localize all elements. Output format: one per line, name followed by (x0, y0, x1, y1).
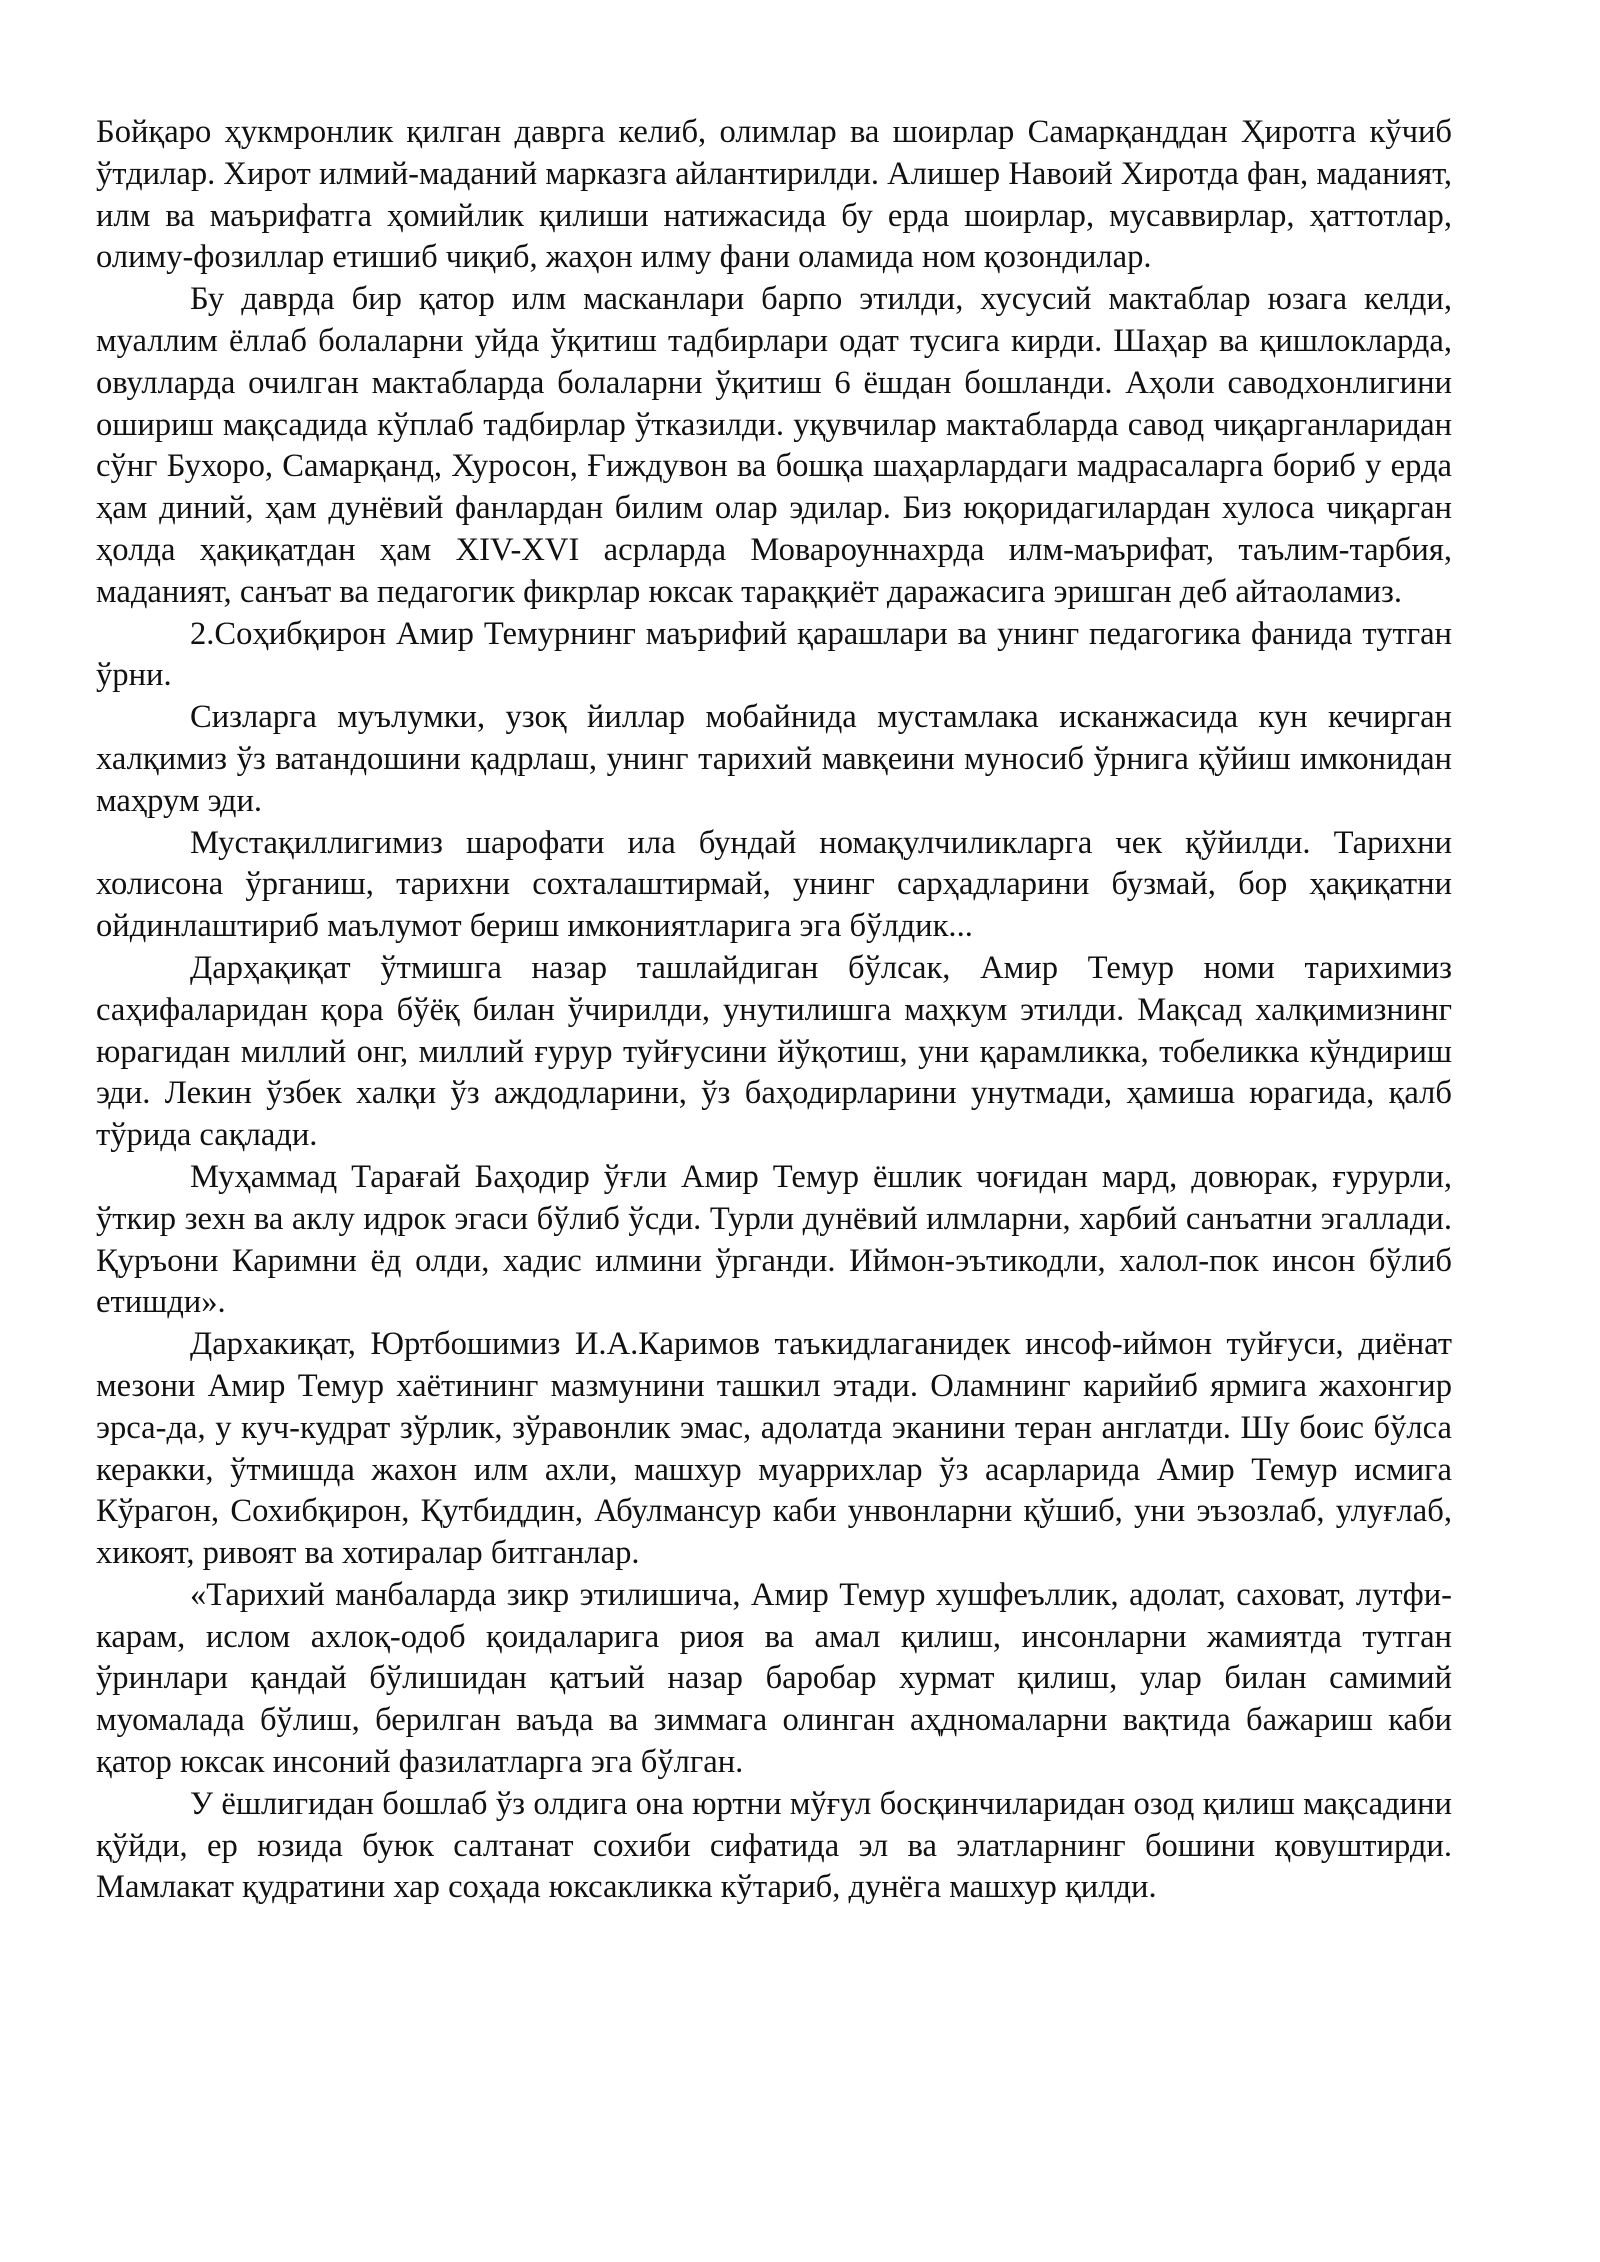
paragraph-7: Дархакиқат, Юртбошимиз И.А.Каримов таъкидлаганидек инсоф-иймон туйғуси, диёнат мезони Амир Темур хаётининг мазмунини ташкил этади. Оламнинг карийиб ярмига жахонгир эрса-да, у куч-кудрат зўрлик, зўравонлик эмас, адолатда эканини теран англатди. Шу боис бўлса керакки, ўтмишда жахон илм ахли, машхур муаррихлар ўз асарларида Амир Темур исмига Кўрагон, Сохибқирон, Қутбиддин, Абулмансур каби унвонларни қўшиб, уни эъзозлаб, улуғлаб, хикоят, ривоят ва хотиралар битганлар. (96, 1326, 1452, 1572)
paragraph-8: «Тарихий манбаларда зикр этилишича, Амир Темур хушфеъллик, адолат, саховат, лутфи-карам, ислом ахлоқ-одоб қоидаларига риоя ва амал қилиш, инсонларни жамиятда тутган ўринлари қандай бўлишидан қатъий назар баробар хурмат қилиш, улар билан самимий муомалада бўлиш, берилган ваъда ва зиммага олинган аҳдномаларни вақтида бажариш каби қатор юксак инсоний фазилатларга эга бўлган. (96, 1576, 1452, 1781)
paragraph-9: У ёшлигидан бошлаб ўз олдига она юртни мўғул босқинчиларидан озод қилиш мақсадини қўйди, ер юзида буюк салтанат сохиби сифатида эл ва элатларнинг бошини қовуштирди. Мамлакат қудратини хар соҳада юксакликка кўтариб, дунёга машхур қилди. (96, 1785, 1452, 1906)
paragraph-3: Сизларга муълумки, узоқ йиллар мобайнида мустамлака исканжасида кун кечирган халқимиз ўз ватандошини қадрлаш, унинг тарихий мавқеини муносиб ўрнига қўйиш имконидан маҳрум эди. (96, 699, 1452, 819)
paragraph-1: Бойқаро ҳукмронлик қилган даврга келиб, олимлар ва шоирлар Самарқанддан Ҳиротга кўчиб ўтдилар. Хирот илмий-маданий марказга айлантирилди. Алишер Навоий Хиротда фан, маданият, илм ва маърифатга ҳомийлик қилиши натижасида бу ерда шоирлар, мусаввирлар, ҳаттотлар, олиму-фозиллар етишиб чиқиб, жаҳон илму фани оламида ном қозондилар. (96, 114, 1452, 276)
paragraph-6: Муҳаммад Тарағай Баҳодир ўғли Амир Темур ёшлик чоғидан мард, довюрак, ғурурли, ўткир зехн ва аклу идрок эгаси бўлиб ўсди. Турли дунёвий илмларни, харбий санъатни эгаллади. Қуръони Каримни ёд олди, хадис илмини ўрганди. Иймон-эътикодли, халол-пок инсон бўлиб етишди». (96, 1158, 1452, 1321)
document-page (96, 112, 1452, 1909)
paragraph-2: Бу даврда бир қатор илм масканлари барпо этилди, хусусий мактаблар юзага келди, муаллим ёллаб болаларни уйда ўқитиш тадбирлари одат тусига кирди. Шаҳар ва қишлокларда, овулларда очилган мактабларда болаларни ўқитиш 6 ёшдан бошланди. Аҳоли саводхонлигини ошириш мақсадида кўплаб тадбирлар ўтказилди. уқувчилар мактабларда савод чиқарганларидан сўнг Бухоро, Самарқанд, Хуросон, Ғиждувон ва бошқа шаҳарлардаги мадрасаларга бориб у ерда ҳам диний, ҳам дунёвий фанлардан билим олар эдилар. Биз юқоридагилардан хулоса чиқарган ҳолда ҳақиқатдан ҳам XIV-XVI асрларда Мовароуннахрда илм-маърифат, таълим-тарбия, маданият, санъат ва педагогик фикрлар юксак тараққиёт даражасига эришган деб айтаоламиз. (96, 281, 1452, 610)
paragraph-5: Дарҳақиқат ўтмишга назар ташлайдиган бўлсак, Амир Темур номи тарихимиз саҳифаларидан қора бўёқ билан ўчирилди, унутилишга маҳкум этилди. Мақсад халқимизнинг юрагидан миллий онг, миллий ғурур туйғусини йўқотиш, уни қарамликка, тобеликка кўндириш эди. Лекин ўзбек халқи ўз аждодларини, ўз баҳодирларини унутмади, ҳамиша юрагида, қалб тўрида сақлади. (96, 949, 1452, 1154)
paragraph-4: Мустақиллигимиз шарофати ила бундай номақулчиликларга чек қўйилди. Тарихни холисона ўрганиш, тарихни сохталаштирмай, унинг сарҳадларини бузмай, бор ҳақиқатни ойдинлаштириб маълумот бериш имкониятларига эга бўлдик... (96, 824, 1452, 945)
section-heading: 2.Соҳибқирон Амир Темурнинг маърифий қарашлари ва унинг педагогика фанида тутган ўрни. (96, 615, 1452, 694)
